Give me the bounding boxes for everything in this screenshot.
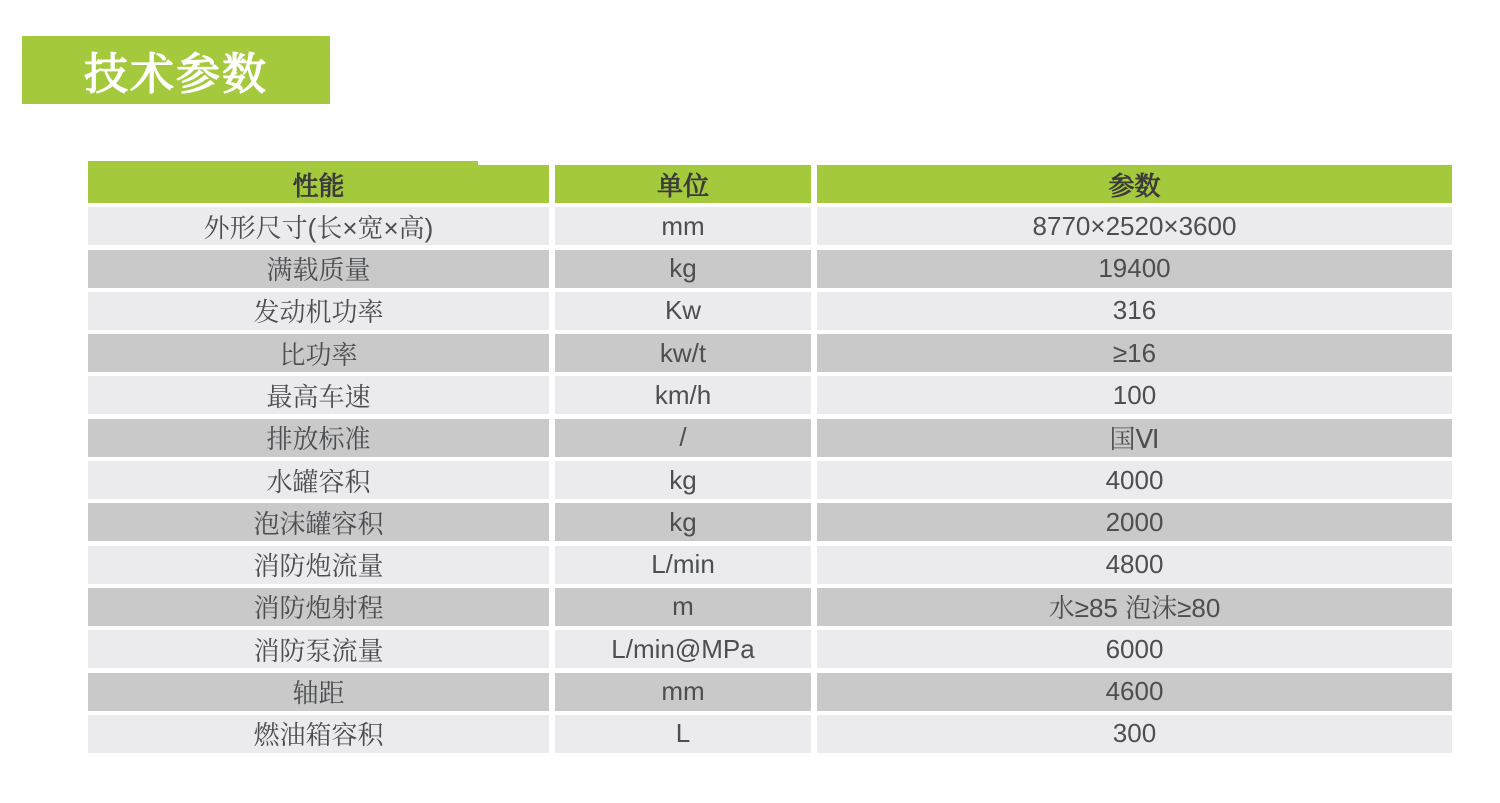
row-unit-cell: L/min bbox=[555, 546, 811, 584]
row-unit-cell: km/h bbox=[555, 376, 811, 414]
section-title: 技术参数 bbox=[84, 50, 268, 99]
row-unit-cell: L/min@MPa bbox=[555, 630, 811, 668]
row-value-cell: 4600 bbox=[817, 673, 1452, 711]
row-performance-cell: 泡沫罐容积 bbox=[88, 503, 549, 541]
row-value-cell: 国Ⅵ bbox=[817, 419, 1452, 457]
row-unit-cell: kg bbox=[555, 461, 811, 499]
row-performance-cell: 发动机功率 bbox=[88, 292, 549, 330]
row-performance-cell: 最高车速 bbox=[88, 376, 549, 414]
row-unit-cell: kw/t bbox=[555, 334, 811, 372]
row-performance-cell: 轴距 bbox=[88, 673, 549, 711]
row-performance-cell: 排放标准 bbox=[88, 419, 549, 457]
row-performance-cell: 满载质量 bbox=[88, 250, 549, 288]
row-performance-cell: 比功率 bbox=[88, 334, 549, 372]
col-header-performance: 性能 bbox=[88, 165, 549, 203]
row-value-cell: 4000 bbox=[817, 461, 1452, 499]
spec-table-grid bbox=[88, 165, 1452, 753]
row-value-cell: 19400 bbox=[817, 250, 1452, 288]
row-unit-cell: mm bbox=[555, 673, 811, 711]
row-unit-cell: kg bbox=[555, 503, 811, 541]
row-value-cell: 300 bbox=[817, 715, 1452, 753]
row-performance-cell: 消防炮流量 bbox=[88, 546, 549, 584]
row-performance-cell: 消防泵流量 bbox=[88, 630, 549, 668]
row-performance-cell: 外形尺寸(长×宽×高) bbox=[88, 207, 549, 245]
row-value-cell: 2000 bbox=[817, 503, 1452, 541]
row-value-cell: 4800 bbox=[817, 546, 1452, 584]
row-value-cell: ≥16 bbox=[817, 334, 1452, 372]
row-unit-cell: mm bbox=[555, 207, 811, 245]
row-performance-cell: 燃油箱容积 bbox=[88, 715, 549, 753]
row-unit-cell: Kw bbox=[555, 292, 811, 330]
row-value-cell: 100 bbox=[817, 376, 1452, 414]
section-title-box bbox=[22, 36, 330, 104]
row-unit-cell: / bbox=[555, 419, 811, 457]
row-value-cell: 316 bbox=[817, 292, 1452, 330]
spec-table bbox=[88, 165, 1452, 753]
row-unit-cell: L bbox=[555, 715, 811, 753]
row-value-cell: 8770×2520×3600 bbox=[817, 207, 1452, 245]
col-header-parameter: 参数 bbox=[817, 165, 1452, 203]
row-unit-cell: kg bbox=[555, 250, 811, 288]
row-performance-cell: 水罐容积 bbox=[88, 461, 549, 499]
row-unit-cell: m bbox=[555, 588, 811, 626]
row-performance-cell: 消防炮射程 bbox=[88, 588, 549, 626]
col-header-unit: 单位 bbox=[555, 165, 811, 203]
row-value-cell: 6000 bbox=[817, 630, 1452, 668]
row-value-cell: 水≥85 泡沫≥80 bbox=[817, 588, 1452, 626]
